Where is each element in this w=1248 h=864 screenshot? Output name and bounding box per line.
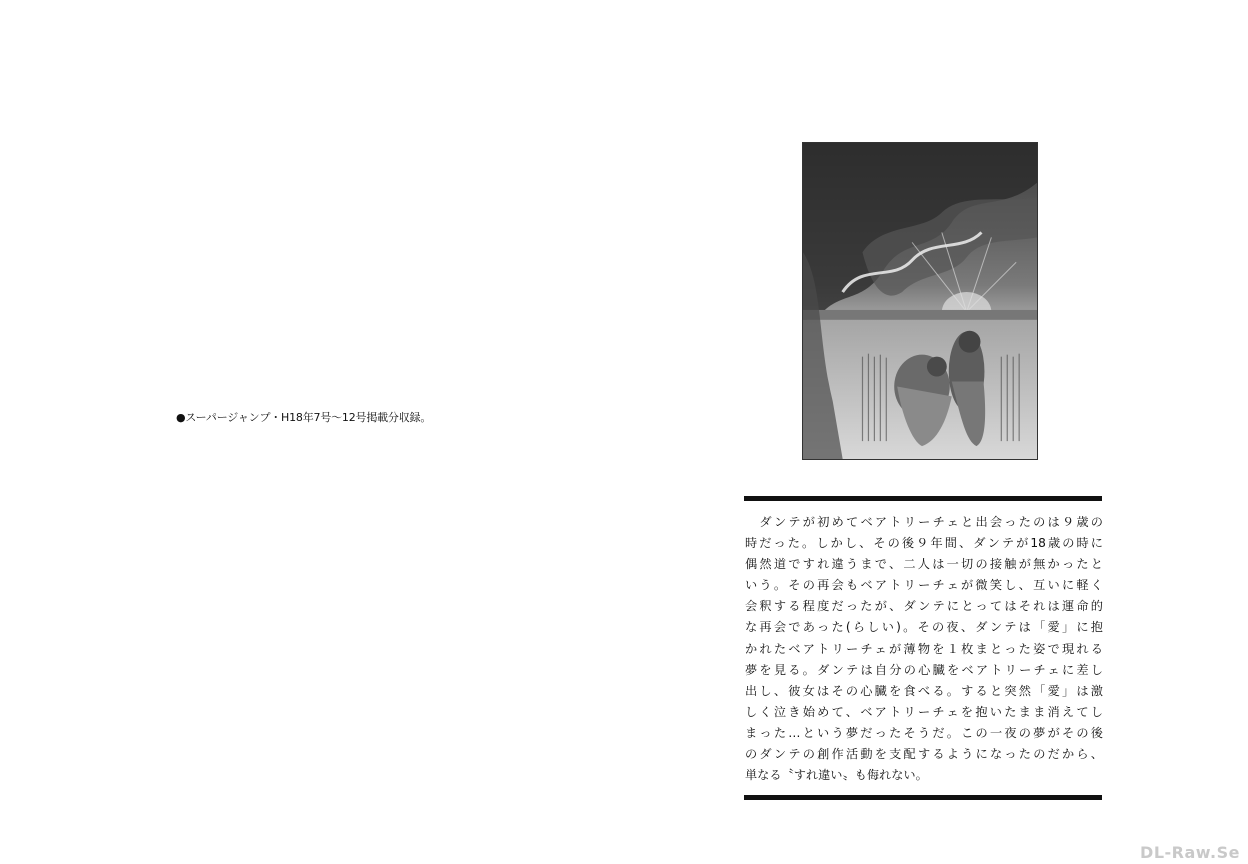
publication-note: ●スーパージャンプ・H18年7号〜12号掲載分収録。 — [176, 411, 432, 424]
dante-beatrice-illustration — [802, 142, 1038, 460]
essay-line: 会釈する程度だったが、ダンテにとってはそれは運命的 — [745, 599, 1103, 614]
essay-line: のダンテの創作活動を支配するようになったのだから、 — [745, 747, 1103, 762]
watermark: DL-Raw.Se — [1140, 843, 1240, 862]
essay-line: まった…という夢だったそうだ。この一夜の夢がその後 — [745, 725, 1103, 740]
essay-line: 単なる〝すれ違い〟も侮れない。 — [745, 768, 928, 783]
essay-line: かれたベアトリーチェが薄物を１枚まとった姿で現れる — [745, 641, 1103, 656]
essay-line: いう。その再会もベアトリーチェが微笑し、互いに軽く — [745, 578, 1103, 593]
essay-top-rule — [744, 496, 1102, 501]
essay-bottom-rule — [744, 795, 1102, 800]
essay-line: ダンテが初めてベアトリーチェと出会ったのは９歳の — [745, 515, 1103, 529]
essay-line: 時だった。しかし、その後９年間、ダンテが18歳の時に — [745, 536, 1103, 551]
essay-line: しく泣き始めて、ベアトリーチェを抱いたまま消えてし — [745, 704, 1103, 719]
essay-line: 偶然道ですれ違うまで、二人は一切の接触が無かったと — [745, 557, 1103, 572]
essay-text — [745, 512, 1103, 786]
essay-line: 夢を見る。ダンテは自分の心臓をベアトリーチェに差し — [745, 662, 1103, 677]
essay-line: な再会であった(らしい)。その夜、ダンテは「愛」に抱 — [745, 620, 1103, 635]
essay-line: 出し、彼女はその心臓を食べる。すると突然「愛」は激 — [745, 683, 1103, 698]
